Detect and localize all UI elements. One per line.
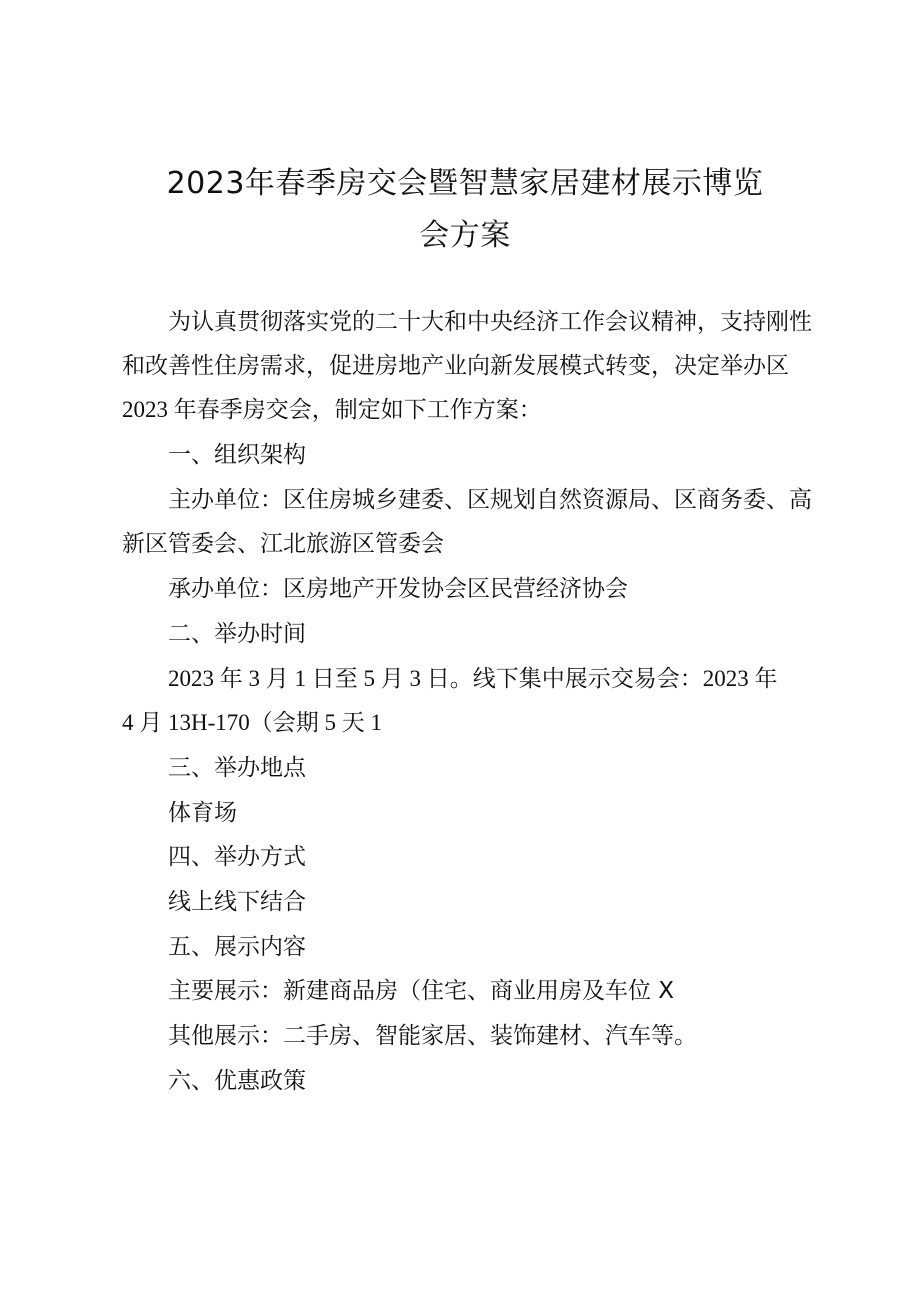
event-time-line-2: 4 月 13H-170（会期 5 天 1 bbox=[122, 710, 383, 735]
intro-line-2: 和改善性住房需求，促进房地产业向新发展模式转变，决定举办区 bbox=[122, 353, 789, 379]
host-units-line-1: 主办单位：区住房城乡建委、区规划自然资源局、区商务委、高 bbox=[168, 487, 812, 513]
section-3-heading: 三、举办地点 bbox=[168, 755, 306, 781]
event-time-line-1: 2023 年 3 月 1 日至 5 月 3 日。线下集中展示交易会：2023 年 bbox=[168, 666, 778, 691]
intro-line-3: 2023 年春季房交会，制定如下工作方案： bbox=[122, 397, 542, 422]
event-format: 线上线下结合 bbox=[168, 889, 306, 915]
organizer-units: 承办单位：区房地产开发协会区民营经济协会 bbox=[168, 576, 628, 602]
section-5-heading: 五、展示内容 bbox=[168, 934, 306, 960]
host-units-line-2: 新区管委会、江北旅游区管委会 bbox=[122, 531, 444, 557]
document-title-line-2: 会方案 bbox=[419, 218, 511, 253]
document-title-line-1: 2023年春季房交会暨智慧家居建材展示博览 bbox=[166, 166, 764, 201]
main-exhibits: 主要展示：新建商品房（住宅、商业用房及车位 X bbox=[168, 978, 675, 1004]
section-1-heading: 一、组织架构 bbox=[168, 442, 306, 468]
event-venue: 体育场 bbox=[168, 800, 237, 826]
section-6-heading: 六、优惠政策 bbox=[168, 1068, 306, 1094]
section-4-heading: 四、举办方式 bbox=[168, 844, 306, 870]
other-exhibits: 其他展示：二手房、智能家居、装饰建材、汽车等。 bbox=[168, 1023, 697, 1049]
section-2-heading: 二、举办时间 bbox=[168, 621, 306, 647]
intro-line-1: 为认真贯彻落实党的二十大和中央经济工作会议精神，支持刚性 bbox=[168, 309, 812, 335]
